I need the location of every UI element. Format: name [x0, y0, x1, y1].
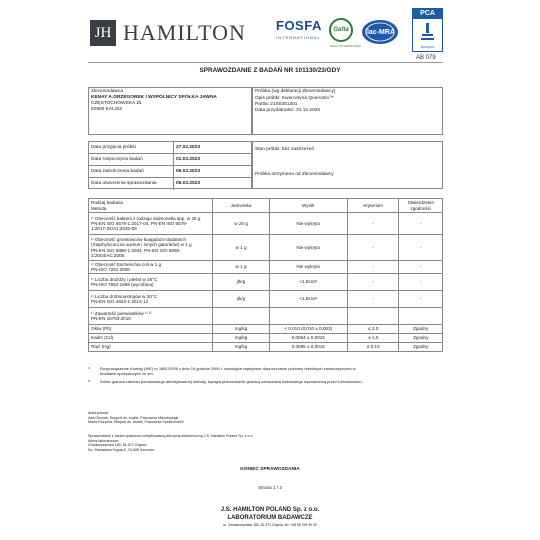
table-cell: - [399, 213, 443, 235]
table-cell: w 1 g [213, 261, 269, 274]
footnote-text: Rozporządzenie Komisji (WE) nr 1881/2006 z dnia 19 grudnia 2006 r. ustalające najwyższe dopuszczalne poziomy niektórych zanieczyszczeń w środkach spożywczych ze zm. [100, 366, 356, 376]
table-cell: Rtęć (Hg) [89, 343, 213, 352]
signature-line: Adres laboratorium: [88, 438, 120, 443]
authorized-block [88, 411, 388, 425]
table-row [89, 213, 443, 235]
table-cell: 0,0064 ± 0,0015 [269, 334, 347, 343]
fosfa-logo: FOSFA [276, 18, 322, 33]
table-cell: jtk/g [213, 291, 269, 308]
table-row [89, 343, 443, 352]
table-cell: ≤ 3,0 [347, 325, 399, 334]
accreditation-number: AB 079 [416, 55, 436, 61]
header-divider [88, 62, 443, 63]
pca-logo-sub: BADANIA [420, 45, 435, 49]
table-cell: Nie wykryto [269, 235, 347, 261]
table-row [89, 261, 443, 274]
hamilton-logo-mark: JH [90, 20, 116, 46]
signature-line: Sprawozdanie z badań opatrzono certyfikowaną pieczęcią elektroniczną J.S. Hamilton Poland Sp. z o.o. [88, 434, 254, 438]
date-label: Data rozpoczęcia badań [91, 157, 143, 162]
table-cell: Nie wykryto [269, 213, 347, 235]
table-cell: - [399, 274, 443, 291]
sample-origin: Próbka otrzymana od Zleceniodawcy [255, 172, 334, 177]
sample-batch: Partia: 21S0301301 [255, 102, 298, 107]
footnotes [88, 366, 448, 387]
date-value: 01.03.2023 [176, 157, 201, 162]
signature-line: Chwaszczyńska 180, 81-571 Gdynia [88, 443, 147, 448]
sample-desc: Opis próbki: Kwercetyna Quercetin™ [255, 96, 334, 101]
date-value: 27.02.2023 [176, 145, 201, 150]
sample-state: Stan próbki: bez zastrzeżeń [255, 147, 315, 152]
signature-note [88, 434, 388, 452]
table-cell: - [347, 235, 399, 261]
table-cell: - [399, 291, 443, 308]
report-title: SPRAWOZDANIE Z BADAŃ NR 101130/23/GDY [199, 67, 341, 74]
table-cell: ≤ 0,10 [347, 343, 399, 352]
table-cell: <1,0x10¹ [269, 274, 347, 291]
table-header-cell: Stwierdzenie zgodności [399, 199, 443, 213]
date-row [89, 142, 251, 154]
table-cell: Nie wykryto [269, 261, 347, 274]
table-cell: ≤ 1,0 [347, 334, 399, 343]
table-cell: jtk/g [213, 274, 269, 291]
date-separator [173, 166, 174, 178]
table-cell: <1,0x10¹ [269, 291, 347, 308]
footer-company: J.S. HAMILTON POLAND Sp. z o.o. [220, 507, 320, 513]
date-row [89, 154, 251, 166]
page-number: Strona 1 / 2 [258, 485, 282, 490]
date-row [89, 166, 251, 178]
table-cell: Zgodny [399, 343, 443, 352]
table-row [89, 235, 443, 261]
date-row [89, 178, 251, 190]
table-cell: Zgodny [399, 334, 443, 343]
footnote-mark: ¹⁾ [88, 366, 91, 371]
fosfa-logo-sub: INTERNATIONAL [276, 35, 321, 40]
gafta-logo: Gafta [329, 18, 353, 42]
footnote-mark: ²⁾ [88, 379, 91, 384]
table-cell: - [399, 235, 443, 261]
gafta-logo-sub [330, 44, 361, 48]
pca-logo [412, 8, 443, 52]
date-separator [173, 154, 174, 166]
footer-lab: LABORATORIUM BADAWCZE [227, 515, 313, 521]
dates-box [88, 141, 252, 189]
table-header-cell: Kryterium [347, 199, 399, 213]
date-separator [173, 142, 174, 154]
table-cell: Ołów (Pb) [89, 325, 213, 334]
table-cell [269, 308, 347, 325]
results-table-wrap [88, 198, 443, 352]
date-value: 06.03.2023 [176, 169, 201, 174]
gafta-approved: APPROVED [344, 44, 361, 48]
gafta-analyst: ANALYST [330, 44, 344, 48]
table-cell: ¹⁾ Obecność Escherichia coli w 1 g PN-ISO 7251:2006 [89, 261, 213, 274]
table-cell: ¹⁾ Zawartość pierwiastków ¹⁾ ²⁾ PN-EN 15763:2010 [89, 308, 213, 325]
table-cell: mg/kg [213, 325, 269, 334]
table-cell: ¹⁾ Obecność bakterii z rodzaju Salmonella spp. w 25 g PN-EN ISO 6579-1:2017-04, PN-EN ISO 6579- 1:2017-04/A1:2020-09 [89, 213, 213, 235]
table-header-cell: Wynik [269, 199, 347, 213]
date-label: Data zakończenia badań [91, 169, 144, 174]
table-header-row [89, 199, 443, 213]
table-cell: ¹⁾ Liczba drobnoustrojów w 30°C PN-EN ISO 4833-1:2013-12 [89, 291, 213, 308]
authorized-line: Marta Różycka, Ekspert ds. Analiz, Pracownia Spektrometrii [88, 420, 184, 425]
table-cell: - [347, 261, 399, 274]
hamilton-logo-text: HAMILTON [123, 20, 246, 45]
table-cell: Zgodny [399, 325, 443, 334]
table-cell [399, 308, 443, 325]
results-table [88, 198, 443, 352]
client-street: CZĘSTOCHOWSKA 25 [91, 101, 142, 106]
microscope-icon [419, 22, 436, 42]
footnote-text: Dolna granica zakresu pomiarowego akredytowanej metody, będąca jednocześnie granicą oznaczania ilościowego wyznaczoną przez Laboratorium. [100, 379, 363, 384]
table-cell [347, 308, 399, 325]
authorized-line: Ada Okunek, Ekspert ds. Analiz, Pracownia Mikrobiologii [88, 415, 179, 420]
footer-address: ul. Chwaszczyńska 180, 81-571 Gdynia, tel. +48 58 769 59 00 [223, 523, 317, 527]
sample-label: Próbka (wg deklaracji Zleceniodawcy) [255, 89, 336, 94]
footnote [88, 366, 448, 376]
client-box [88, 87, 252, 135]
date-separator [173, 178, 174, 190]
table-row [89, 291, 443, 308]
date-label: Data przyjęcia próbki [91, 145, 136, 150]
pca-logo-top: PCA [413, 9, 442, 19]
table-cell: ¹⁾ Liczba drożdży i pleśni w 25°C PN-ISO 7954:1999 (wycofana) [89, 274, 213, 291]
sample-box [252, 87, 443, 135]
table-cell: Kadm (Cd) [89, 334, 213, 343]
table-header-cell: Rodzaj badania Metoda [89, 199, 213, 213]
ilac-text: ilac-MRA [365, 29, 395, 36]
table-header-cell: Jednostka [213, 199, 269, 213]
table-cell: 0,0085 ± 0,0015 [269, 343, 347, 352]
table-row [89, 325, 443, 334]
ilac-mra-logo [361, 18, 399, 46]
client-name: KENAY A.GRZEGOREK I WSPÓLNICY SPÓŁKA JAWNA [91, 95, 217, 100]
authorized-label: Autoryzował: [88, 411, 109, 415]
report-end: KONIEC SPRAWOZDANIA [240, 467, 300, 472]
table-cell: - [399, 261, 443, 274]
table-cell [213, 308, 269, 325]
table-cell: w 1 g [213, 235, 269, 261]
table-cell: - [347, 274, 399, 291]
table-row [89, 274, 443, 291]
date-label: Data utworzenia sprawozdania [91, 181, 157, 186]
client-city: 62800 KALISZ [91, 107, 123, 112]
table-cell: - [347, 213, 399, 235]
table-cell: ¹⁾ Obecność gronkowców koagulazo-dodatnich (Staphylococcus aureus i innych gatunków) w 1 g PN-EN ISO 6888-1:2004, PN-EN ISO 6888- 3:2004/AC:2005 [89, 235, 213, 261]
table-cell: - [347, 291, 399, 308]
date-value: 06.03.2023 [176, 181, 201, 186]
table-cell: w 25 g [213, 213, 269, 235]
signature-line: Ks. Stanisława Kujota 8, 70-685 Szczecin [88, 447, 155, 452]
table-cell: < 0,010 (0,010 ± 0,003) [269, 325, 347, 334]
footnote [88, 379, 448, 384]
sample-state-box [252, 141, 443, 189]
table-row [89, 308, 443, 325]
table-cell: mg/kg [213, 334, 269, 343]
table-row [89, 334, 443, 343]
table-cell: mg/kg [213, 343, 269, 352]
client-label: Zleceniodawca [91, 89, 123, 94]
sample-expiry: Data przydatności: 31.12.2025 [255, 108, 321, 113]
